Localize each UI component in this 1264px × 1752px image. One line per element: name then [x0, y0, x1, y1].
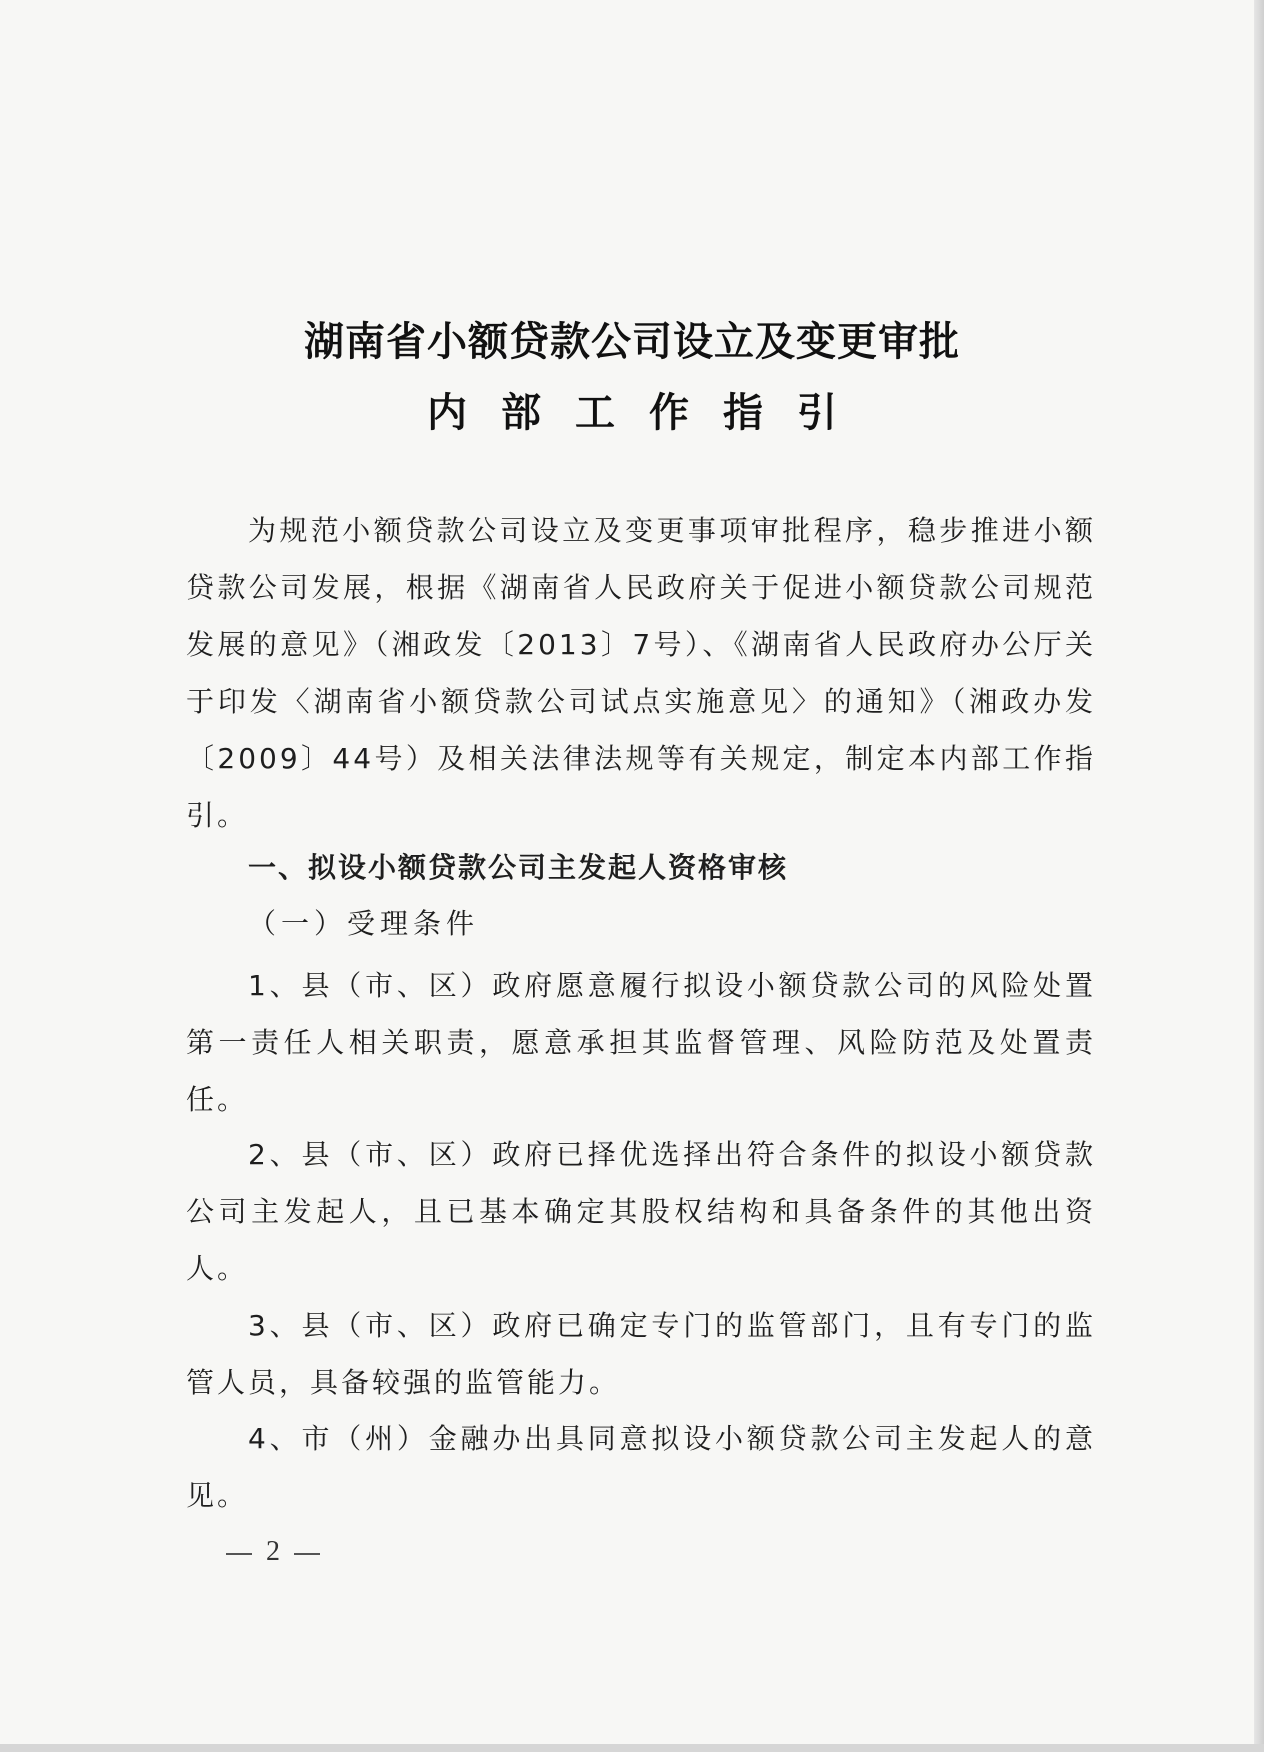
- document-title-line1: 湖南省小额贷款公司设立及变更审批: [304, 318, 960, 365]
- list-item: 1、县（市、区）政府愿意履行拟设小额贷款公司的风险处置第一责任人相关职责，愿意承担其监督管理、风险防范及处置责任。: [186, 969, 1096, 1116]
- page-number: [226, 1536, 320, 1568]
- document-title-line2: 内部工作指引: [427, 389, 871, 436]
- page-number-dash-left: [226, 1553, 252, 1555]
- list-item: 2、县（市、区）政府已择优选择出符合条件的拟设小额贷款公司主发起人，且已基本确定其股权结构和具备条件的其他出资人。: [186, 1138, 1096, 1285]
- page-number-dash-right: [294, 1553, 320, 1555]
- scan-edge-bottom: [0, 1744, 1264, 1752]
- intro-paragraph: 为规范小额贷款公司设立及变更事项审批程序，稳步推进小额贷款公司发展，根据《湖南省人民政府关于促进小额贷款公司规范发展的意见》（湘政发〔2013〕7号）、《湖南省人民政府办公厅关于印发〈湖南省小额贷款公司试点实施意见〉的通知》（湘政办发〔2009〕44号）及相关法律法规等有关规定，制定本内部工作指引。: [186, 514, 1096, 832]
- list-item: 4、市（州）金融办出具同意拟设小额贷款公司主发起人的意见。: [186, 1422, 1096, 1512]
- page-number-value: 2: [266, 1536, 280, 1567]
- subsection-heading: （一）受理条件: [248, 907, 480, 940]
- scan-edge-right: [1254, 0, 1264, 1752]
- list-item: 3、县（市、区）政府已确定专门的监管部门，且有专门的监管人员，具备较强的监管能力。: [186, 1309, 1096, 1399]
- section-heading: 一、拟设小额贷款公司主发起人资格审核: [248, 851, 789, 884]
